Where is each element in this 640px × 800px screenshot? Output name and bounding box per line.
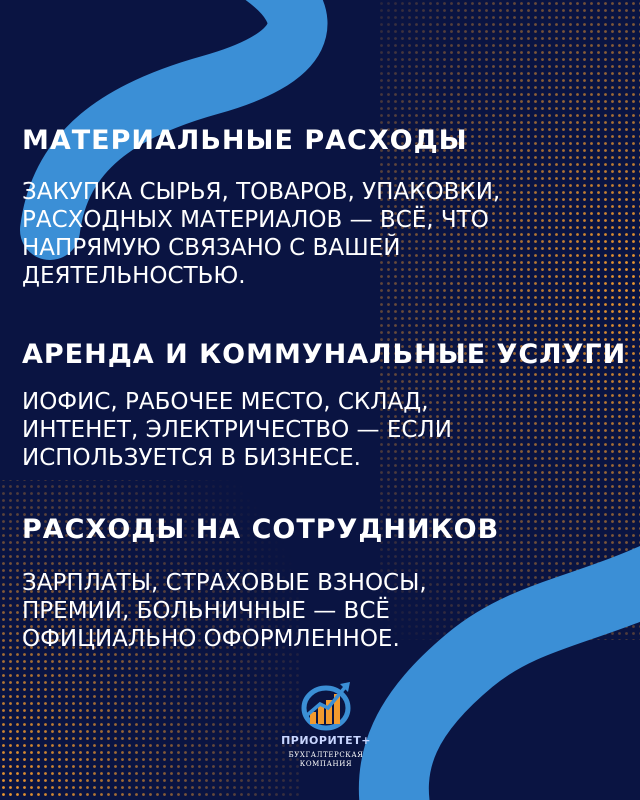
body-line: ПРЕМИИ, БОЛЬНИЧНЫЕ — ВСЁ — [22, 598, 390, 624]
body-line: РАСХОДНЫХ МАТЕРИАЛОВ — ВСЁ, ЧТО — [22, 207, 489, 233]
section-body — [22, 178, 582, 290]
section-body — [22, 388, 582, 472]
section-heading: МАТЕРИАЛЬНЫЕ РАСХОДЫ — [22, 125, 468, 156]
body-line: ИОФИС, РАБОЧЕЕ МЕСТО, СКЛАД, — [22, 389, 429, 415]
chart-growth-icon — [294, 676, 358, 732]
section-staff-expenses — [22, 513, 582, 653]
logo-subtitle-line: КОМПАНИЯ — [299, 760, 353, 768]
logo-subtitle-line: БУХГАЛТЕРСКАЯ — [288, 751, 364, 759]
logo-subtitle — [276, 751, 376, 769]
body-line: ЗАКУПКА СЫРЬЯ, ТОВАРОВ, УПАКОВКИ, — [22, 179, 501, 205]
body-line: ОФИЦИАЛЬНО ОФОРМЛЕННОЕ. — [22, 626, 400, 652]
section-rent-utilities — [22, 338, 626, 472]
body-line: ИНТЕНЕТ, ЭЛЕКТРИЧЕСТВО — ЕСЛИ — [22, 417, 452, 443]
body-line: НАПРЯМУЮ СВЯЗАНО С ВАШЕЙ — [22, 235, 401, 261]
body-line: ДЕЯТЕЛЬНОСТЬЮ. — [22, 263, 246, 289]
section-material-expenses — [22, 124, 582, 290]
section-heading: АРЕНДА И КОММУНАЛЬНЫЕ УСЛУГИ — [22, 339, 627, 370]
section-heading: РАСХОДЫ НА СОТРУДНИКОВ — [22, 514, 500, 545]
body-line: ЗАРПЛАТЫ, СТРАХОВЫЕ ВЗНОСЫ, — [22, 570, 427, 596]
section-body — [22, 569, 582, 653]
logo-name: ПРИОРИТЕТ+ — [281, 734, 371, 747]
body-line: ИСПОЛЬЗУЕТСЯ В БИЗНЕСЕ. — [22, 445, 361, 471]
company-logo — [276, 676, 376, 792]
